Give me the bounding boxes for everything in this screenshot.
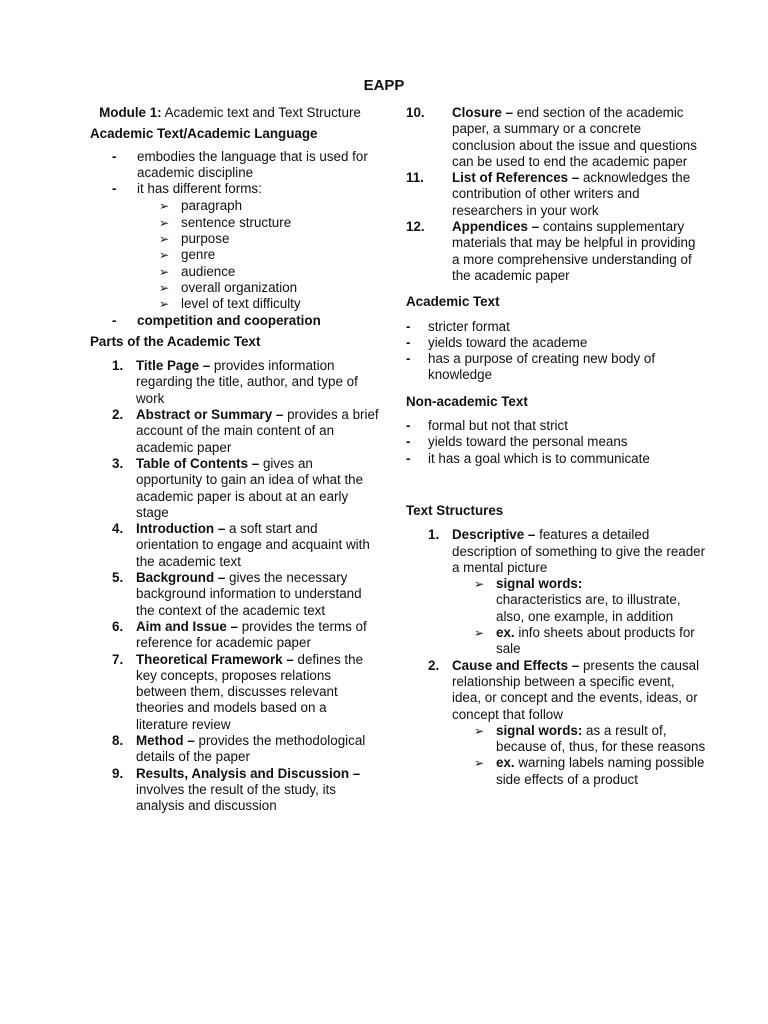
sub-list-item [137,198,380,214]
list-item [90,181,380,312]
sub-list-item [137,264,380,280]
sub-label: signal words: [496,722,583,738]
item-number: 2. [112,407,124,423]
item-term: Table of Contents – [136,455,260,471]
right-column [406,105,706,794]
sub-label: ex. [496,625,515,641]
numbered-item [406,105,706,170]
sub-list-item-text: paragraph [181,198,243,214]
item-term: Aim and Issue – [136,618,238,634]
nonacademic-text-list [406,418,706,467]
sub-label: ex. [496,755,515,771]
item-description: gives the necessary background information to understand the context of the academic text [136,570,362,618]
item-description: provides the methodological details of the paper [136,732,366,765]
heading-nonacademic-text: Non-academic Text [406,393,528,409]
sub-list-item [452,576,706,625]
numbered-item [406,658,706,788]
arrow-bullet-icon: ➢ [474,577,485,592]
item-term: Background – [136,570,226,586]
numbered-item [406,170,706,219]
item-description: a soft start and orientation to engage and acquaint with the academic text [136,521,370,569]
list-item-text: yields toward the personal means [428,434,628,450]
sub-text: warning labels naming possible side effects of a product [496,755,705,787]
item-term: Abstract or Summary – [136,407,284,423]
sub-text: as a result of, because of, thus, for these reasons [496,722,706,755]
list-item [406,351,706,384]
item-number: 2. [428,657,440,673]
parts-list-continued [406,105,706,284]
sub-list-item-text: overall organization [181,279,298,295]
module-title [90,105,380,121]
item-term: List of References – [452,170,580,186]
numbered-item [90,521,380,570]
sub-list-item [137,215,380,231]
sub-list-item [137,231,380,247]
item-number: 9. [112,765,124,781]
item-term: Method – [136,732,195,748]
arrow-bullet-icon: ➢ [159,248,170,263]
list-item-text: has a purpose of creating new body of knowledge [428,351,656,383]
item-description: defines the key concepts, proposes relations between them, discusses relevant theories and models based on a literature review [136,651,364,732]
dash-bullet: - [112,181,117,197]
item-description: provides a brief account of the main content of an academic paper [136,407,379,455]
numbered-item [406,527,706,657]
sub-list-item [452,723,706,756]
sub-list-item-text: genre [181,247,216,263]
item-number: 8. [112,732,124,748]
dash-bullet: - [406,434,411,450]
sub-text: characteristics are, to illustrate, also, one example, in addition [496,592,681,624]
dash-bullet: - [406,450,411,466]
item-number: 3. [112,455,124,471]
list-item [90,313,380,329]
sub-list [137,198,380,312]
sub-list-item [452,625,706,658]
numbered-item [90,733,380,766]
item-term: Theoretical Framework – [136,651,294,667]
list-item-text: it has a goal which is to communicate [428,450,650,466]
heading-text-structures: Text Structures [406,502,504,518]
item-description: involves the result of the study, its analysis and discussion [136,781,336,814]
numbered-item [406,219,706,284]
arrow-bullet-icon: ➢ [474,756,485,771]
item-term: Introduction – [136,521,226,537]
list-item-text: embodies the language that is used for academic discipline [137,148,368,180]
item-description: contains supplementary materials that may be helpful in providing a more comprehensive understanding of the academic paper [452,219,696,283]
item-number: 4. [112,521,124,537]
numbered-item [90,619,380,652]
item-number: 10. [406,105,425,120]
sub-list-item [137,296,380,312]
arrow-bullet-icon: ➢ [159,199,170,214]
item-number: 1. [428,527,440,543]
sub-list-item [452,755,706,788]
numbered-item [90,407,380,456]
numbered-item [90,358,380,407]
heading-academic-text: Academic Text [406,294,500,310]
item-description: gives an opportunity to gain an idea of what the academic paper is about at an early stage [136,455,364,520]
list-item-text: competition and cooperation [137,312,321,328]
list-item [90,149,380,182]
sub-list [452,576,706,657]
list-item [406,319,706,335]
list-item [406,434,706,450]
item-term: Results, Analysis and Discussion – [136,765,361,781]
academic-language-list [90,149,380,329]
sub-list [452,723,706,788]
dash-bullet: - [112,148,117,164]
item-number: 7. [112,651,124,667]
item-description: end section of the academic paper, a summary or a concrete conclusion about the issue and questions can be used to end the academic paper [452,105,697,169]
text-structures-list [406,527,706,788]
list-item-text: it has different forms: [137,181,262,197]
dash-bullet: - [406,351,411,367]
list-item [406,451,706,467]
item-term: Title Page – [136,358,211,374]
item-number: 6. [112,618,124,634]
arrow-bullet-icon: ➢ [159,232,170,247]
item-number: 1. [112,358,124,374]
sub-label: signal words: [496,576,583,592]
sub-list-item [137,247,380,263]
module-label: Module 1: [99,105,162,120]
sub-list-item-text: purpose [181,231,230,247]
item-term: Descriptive – [452,527,536,543]
heading-academic-language: Academic Text/Academic Language [90,126,318,142]
heading-parts: Parts of the Academic Text [90,333,261,349]
sub-list-item-text: level of text difficulty [181,296,301,312]
arrow-bullet-icon: ➢ [474,626,485,641]
item-description: provides the terms of reference for academic paper [136,618,367,651]
parts-list [90,358,380,814]
list-item-text: yields toward the academe [428,334,588,350]
list-item [406,335,706,351]
left-column [90,105,380,820]
sub-text: info sheets about products for sale [496,625,695,657]
item-description: presents the causal relationship between a specific event, idea, or concept and the events, ideas, or concept that follow [452,657,700,722]
item-description: features a detailed description of something to give the reader a mental picture [452,527,706,575]
arrow-bullet-icon: ➢ [159,280,170,295]
numbered-item [90,456,380,521]
list-item-text: stricter format [428,318,510,334]
dash-bullet: - [406,334,411,350]
arrow-bullet-icon: ➢ [159,215,170,230]
dash-bullet: - [406,418,411,434]
numbered-item [90,766,380,815]
dash-bullet: - [406,318,411,334]
item-description: provides information regarding the title, author, and type of work [136,358,358,406]
item-term: Cause and Effects – [452,657,580,673]
item-term: Appendices – [452,219,540,235]
list-item [406,418,706,434]
sub-list-item-text: audience [181,263,236,279]
item-number: 12. [406,219,425,235]
section-gap [406,473,706,503]
dash-bullet: - [112,312,117,328]
academic-text-list [406,319,706,384]
arrow-bullet-icon: ➢ [159,297,170,312]
numbered-item [90,570,380,619]
item-number: 5. [112,570,124,586]
sub-list-item-text: sentence structure [181,214,292,230]
page-title: EAPP [363,77,405,94]
list-item-text: formal but not that strict [428,418,568,434]
item-description: acknowledges the contribution of other writers and researchers in your work [452,170,691,218]
module-text: Academic text and Text Structure [164,105,361,120]
sub-list-item [137,280,380,296]
arrow-bullet-icon: ➢ [159,264,170,279]
item-number: 11. [406,170,424,186]
numbered-item [90,652,380,733]
arrow-bullet-icon: ➢ [474,723,485,738]
item-term: Closure – [452,105,514,120]
